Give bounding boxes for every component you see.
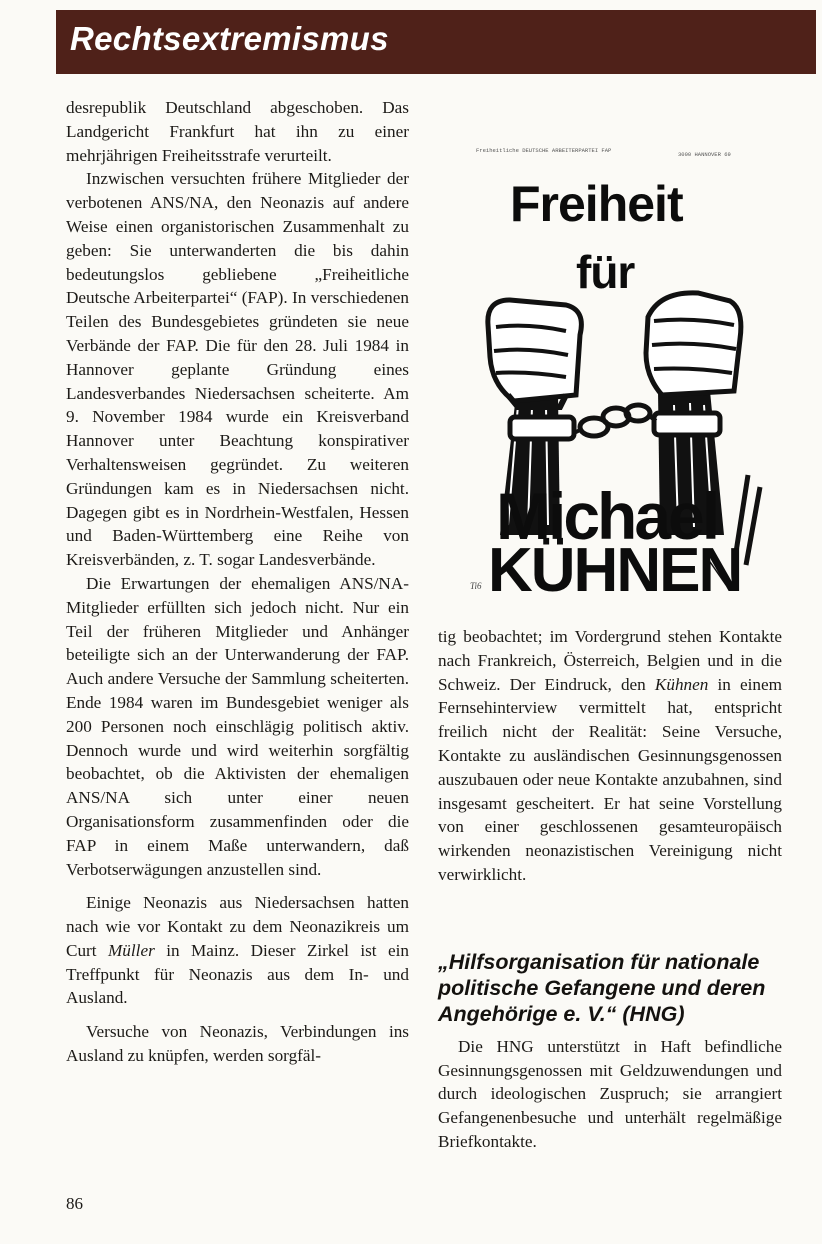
paragraph: Die Erwartungen der ehemaligen ANS/NA-Mitglieder erfüllten sich jedoch nicht. Nur ein Teil der früheren Mitglieder und Anhänger beteiligte sich an der Unterwanderung der FAP. Auch andere Versuche der Sammlung scheiterten. Ende 1984 waren im Bundesgebiet weniger als 200 Personen noch einschlägig politisch aktiv. Dennoch wurde und wird weiterhin sorgfältig beobachtet, ob die Aktivisten der ehemaligen ANS/NA sich unter einer neuen Organisationsform zusammenfinden oder die FAP in einem Maße unterwandern, daß Verbotserwägungen anzustellen sind. (66, 573, 409, 879)
section-title: Rechtsextremismus (70, 20, 389, 57)
poster-surname: KÜHNEN (488, 536, 742, 605)
person-name: Müller (107, 940, 155, 960)
paragraph: Die HNG unterstützt in Haft befindliche Gesinnungsgenossen mit Geldzuwendungen und durch ideologischen Zuspruch; sie arrangiert Gefangenenbesuche und unterhält regelmäßige Briefkontakte. (438, 1036, 782, 1151)
poster-image (448, 95, 786, 607)
left-column (66, 96, 409, 1068)
poster-address-text: 3000 HANNOVER 69 (678, 151, 731, 158)
poster-header-text: Freiheitliche DEUTSCHE ARBEITERPARTEI FAP (476, 147, 612, 154)
poster-name: Michael (496, 479, 718, 553)
paragraph-text: Einige Neonazis aus Niedersachsen hatten nach wie vor Kontakt zu dem Neonazikreis um Curt (66, 893, 409, 960)
paragraph: Versuche von Neonazis, Verbindungen ins Ausland zu knüpfen, werden sorgfäl- (66, 1022, 409, 1066)
paragraph-text: tig beobachtet; im Vordergrund stehen Kontakte nach Frankreich, Österreich, Belgien und in die Schweiz. Der Eindruck, den (438, 627, 782, 694)
right-column (438, 625, 782, 1154)
subheading: „Hilfsorganisation für nationale politische Gefangene und deren Angehörige e. V.“ (HNG) (438, 949, 766, 1026)
header-bar (56, 10, 816, 74)
paragraph (66, 891, 409, 1010)
poster-headline: Freiheit (510, 176, 683, 232)
paragraph (438, 625, 782, 887)
paragraph-text: in einem Fernsehinterview vermittelt hat, entspricht freilich nicht der Realität: Seine Versuche, Kontakte zu ausländischen Gesinnungsgenossen auszubauen oder neue Kontakte anzubahnen, sind insgesamt gescheitert. Er hat seine Vorstellung von einer geschlossenen gesamteuropäisch wirkenden neonazistischen Vereinigung nicht verwirklicht. (438, 674, 782, 884)
paragraph-text: in Mainz. Dieser Zirkel ist ein Treffpunkt für Neonazis aus dem In- und Ausland. (66, 940, 409, 1008)
paragraph: desrepublik Deutschland abgeschoben. Das Landgericht Frankfurt hat ihn zu einer mehrjährigen Freiheitsstrafe verurteilt. (66, 98, 409, 165)
poster-mark: Ti6 (470, 581, 482, 591)
paragraph: Inzwischen versuchten frühere Mitglieder der verbotenen ANS/NA, den Neonazis auf andere Weise einen organistorischen Zusammenhalt zu geben: Sie unterwanderten die bis dahin bedeutungslos gebliebene „Freiheitliche Deutsche Arbeiterpartei“ (FAP). In verschiedenen Teilen des Bundesgebietes gründeten sie neue Verbände der FAP. Die für den 28. Juli 1984 in Hannover geplante Gründung eines Landesverbandes Niedersachsen scheiterte. Am 9. November 1984 wurde ein Kreisverband Hannover unter Beachtung konspirativer Verhaltensweisen gegründet. Zu weiteren Gründungen kam es in Niedersachsen nicht. Dagegen gibt es in Nordrhein-Westfalen, Hessen und Baden-Württemberg eine Reihe von Kreisverbänden, z. T. sogar Landesverbände. (66, 169, 409, 570)
page-number: 86 (66, 1194, 83, 1213)
person-name: Kühnen (654, 674, 709, 694)
poster-headline-2: für (576, 246, 635, 298)
